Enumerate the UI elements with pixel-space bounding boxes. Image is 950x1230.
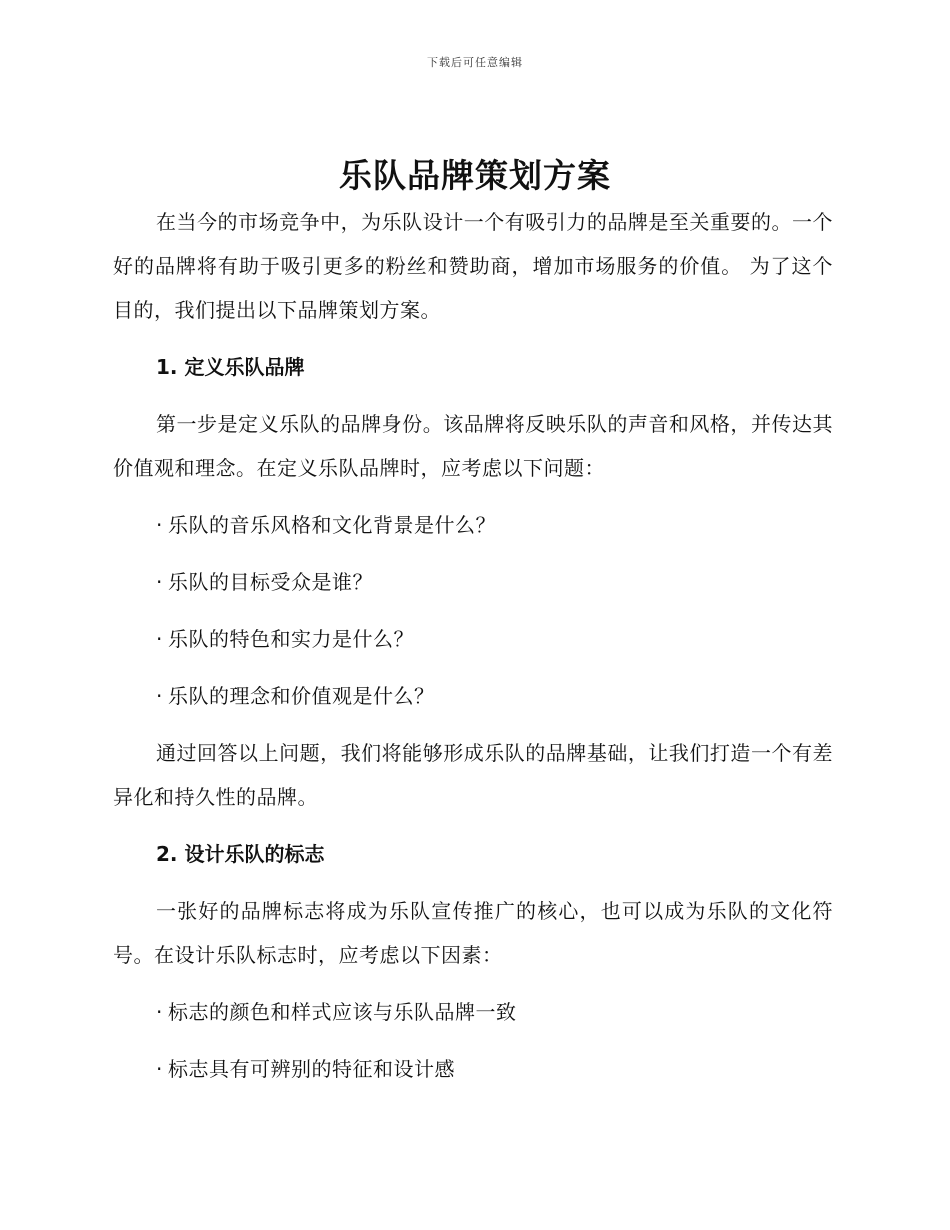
list-item-text: 乐队的目标受众是谁？ bbox=[168, 570, 373, 594]
intro-paragraph: 在当今的市场竞争中，为乐队设计一个有吸引力的品牌是至关重要的。一个好的品牌将有助于吸引更多的粉丝和赞助商，增加市场服务的价值。 为了这个目的，我们提出以下品牌策划方案。 bbox=[113, 210, 833, 322]
list-item bbox=[156, 674, 833, 718]
list-item bbox=[156, 1047, 833, 1091]
list-item-text: 标志的颜色和样式应该与乐队品牌一致 bbox=[168, 1000, 517, 1024]
bullet-dot-icon: · bbox=[156, 627, 163, 651]
bullet-dot-icon: · bbox=[156, 513, 163, 537]
section-heading-design-logo: 2. 设计乐队的标志 bbox=[156, 842, 325, 866]
section-closing-paragraph: 通过回答以上问题，我们将能够形成乐队的品牌基础，让我们打造一个有差异化和持久性的品牌。 bbox=[113, 741, 833, 809]
list-item-text: 乐队的音乐风格和文化背景是什么？ bbox=[168, 513, 496, 537]
bullet-dot-icon: · bbox=[156, 684, 163, 708]
list-item-text: 乐队的理念和价值观是什么？ bbox=[168, 684, 435, 708]
document-body bbox=[113, 200, 833, 1104]
header-note: 下载后可任意编辑 bbox=[427, 56, 523, 69]
list-item bbox=[156, 560, 833, 604]
list-item-text: 标志具有可辨别的特征和设计感 bbox=[168, 1057, 455, 1081]
section-heading-define-brand: 1. 定义乐队品牌 bbox=[156, 355, 305, 379]
bullet-dot-icon: · bbox=[156, 1057, 163, 1081]
section-paragraph: 一张好的品牌标志将成为乐队宣传推广的核心，也可以成为乐队的文化符号。在设计乐队标志时，应考虑以下因素： bbox=[113, 899, 833, 967]
section-paragraph: 第一步是定义乐队的品牌身份。该品牌将反映乐队的声音和风格，并传达其价值观和理念。在定义乐队品牌时，应考虑以下问题： bbox=[113, 412, 833, 480]
list-item bbox=[156, 503, 833, 547]
page-title: 乐队品牌策划方案 bbox=[339, 156, 611, 195]
list-item-text: 乐队的特色和实力是什么？ bbox=[168, 627, 414, 651]
list-item bbox=[156, 990, 833, 1034]
bullet-dot-icon: · bbox=[156, 570, 163, 594]
list-item bbox=[156, 617, 833, 661]
bullet-dot-icon: · bbox=[156, 1000, 163, 1024]
